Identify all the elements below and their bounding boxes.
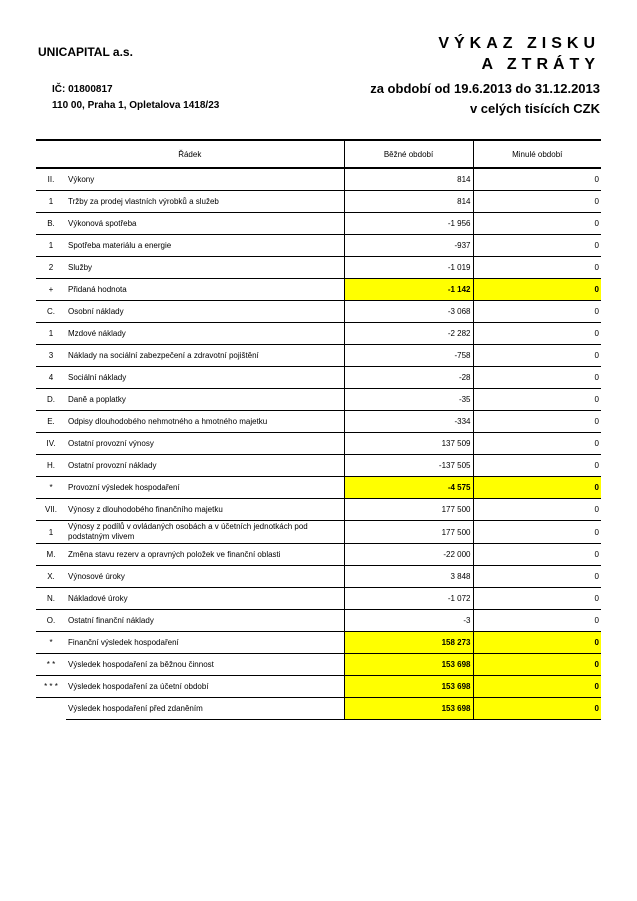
report-title-line2: A ZTRÁTY (481, 56, 600, 73)
row-current-value: 153 698 (344, 698, 473, 720)
row-current-value: -334 (344, 411, 473, 433)
company-ic: IČ: 01800817 (52, 84, 113, 95)
row-label: Ostatní provozní výnosy (66, 433, 344, 455)
row-label: Výkonová spotřeba (66, 213, 344, 235)
row-mark: E. (36, 411, 66, 433)
row-current-value: 137 509 (344, 433, 473, 455)
row-label: Sociální náklady (66, 367, 344, 389)
table-row (36, 345, 601, 367)
row-previous-value: 0 (473, 499, 601, 521)
row-previous-value: 0 (473, 257, 601, 279)
table-row (36, 235, 601, 257)
row-previous-value: 0 (473, 676, 601, 698)
row-previous-value: 0 (473, 654, 601, 676)
row-mark: 1 (36, 191, 66, 213)
table-row (36, 367, 601, 389)
row-previous-value: 0 (473, 698, 601, 720)
report-period: za období od 19.6.2013 do 31.12.2013 (370, 81, 600, 96)
row-previous-value: 0 (473, 279, 601, 301)
report-title-line1: VÝKAZ ZISKU (438, 35, 600, 52)
row-mark: IV. (36, 433, 66, 455)
row-current-value: 153 698 (344, 654, 473, 676)
table-row (36, 654, 601, 676)
row-label: Změna stavu rezerv a opravných položek ve finanční oblasti (66, 544, 344, 566)
row-mark: N. (36, 588, 66, 610)
row-previous-value: 0 (473, 632, 601, 654)
table-row (36, 632, 601, 654)
table-row (36, 213, 601, 235)
row-current-value: -937 (344, 235, 473, 257)
table-row (36, 279, 601, 301)
row-mark: * * * (36, 676, 66, 698)
row-mark: VII. (36, 499, 66, 521)
row-previous-value: 0 (473, 544, 601, 566)
row-label: Ostatní provozní náklady (66, 455, 344, 477)
row-mark: X. (36, 566, 66, 588)
table-row (36, 588, 601, 610)
row-label: Finanční výsledek hospodaření (66, 632, 344, 654)
row-previous-value: 0 (473, 610, 601, 632)
row-mark: * * (36, 654, 66, 676)
table-row (36, 433, 601, 455)
row-label: Výsledek hospodaření před zdaněním (66, 698, 344, 720)
row-current-value: -28 (344, 367, 473, 389)
row-mark: 2 (36, 257, 66, 279)
table-header-row (36, 140, 601, 168)
row-current-value: 158 273 (344, 632, 473, 654)
row-previous-value: 0 (473, 345, 601, 367)
company-address: 110 00, Praha 1, Opletalova 1418/23 (52, 100, 220, 111)
row-label: Tržby za prodej vlastních výrobků a služeb (66, 191, 344, 213)
row-mark (36, 698, 66, 720)
row-mark: + (36, 279, 66, 301)
profit-loss-table (36, 139, 601, 720)
row-current-value: -3 068 (344, 301, 473, 323)
header-previous-period: Minulé období (473, 140, 601, 168)
row-current-value: -3 (344, 610, 473, 632)
row-label: Spotřeba materiálu a energie (66, 235, 344, 257)
row-current-value: -758 (344, 345, 473, 367)
row-label: Služby (66, 257, 344, 279)
row-label: Nákladové úroky (66, 588, 344, 610)
row-current-value: 177 500 (344, 499, 473, 521)
company-name: UNICAPITAL a.s. (38, 45, 133, 59)
row-previous-value: 0 (473, 411, 601, 433)
row-previous-value: 0 (473, 588, 601, 610)
row-label: Osobní náklady (66, 301, 344, 323)
row-mark: * (36, 477, 66, 499)
row-current-value: -35 (344, 389, 473, 411)
row-previous-value: 0 (473, 235, 601, 257)
row-mark: H. (36, 455, 66, 477)
table-row (36, 499, 601, 521)
row-label: Mzdové náklady (66, 323, 344, 345)
row-mark: C. (36, 301, 66, 323)
row-mark: 1 (36, 323, 66, 345)
row-mark: M. (36, 544, 66, 566)
row-previous-value: 0 (473, 455, 601, 477)
row-current-value: 814 (344, 191, 473, 213)
row-current-value: 3 848 (344, 566, 473, 588)
table-row (36, 191, 601, 213)
row-previous-value: 0 (473, 323, 601, 345)
row-current-value: -1 142 (344, 279, 473, 301)
row-label: Výsledek hospodaření za účetní období (66, 676, 344, 698)
table-row (36, 521, 601, 544)
row-label: Výnosy z dlouhodobého finančního majetku (66, 499, 344, 521)
row-mark: O. (36, 610, 66, 632)
row-previous-value: 0 (473, 213, 601, 235)
row-previous-value: 0 (473, 168, 601, 191)
table-row (36, 477, 601, 499)
row-label: Výnosy z podílů v ovládaných osobách a v účetních jednotkách pod podstatným vlivem (66, 521, 344, 544)
row-label: Výnosové úroky (66, 566, 344, 588)
row-mark: B. (36, 213, 66, 235)
row-mark: 4 (36, 367, 66, 389)
table-body (36, 168, 601, 720)
table-row (36, 301, 601, 323)
report-currency: v celých tisících CZK (469, 101, 600, 116)
row-current-value: -2 282 (344, 323, 473, 345)
row-label: Výkony (66, 168, 344, 191)
table-row (36, 698, 601, 720)
table-row (36, 676, 601, 698)
row-previous-value: 0 (473, 566, 601, 588)
row-label: Výsledek hospodaření za běžnou činnost (66, 654, 344, 676)
table-row (36, 257, 601, 279)
row-previous-value: 0 (473, 301, 601, 323)
row-label: Náklady na sociální zabezpečení a zdravotní pojištění (66, 345, 344, 367)
row-current-value: -1 956 (344, 213, 473, 235)
header-row-label: Řádek (36, 140, 344, 168)
row-mark: 3 (36, 345, 66, 367)
row-current-value: -1 019 (344, 257, 473, 279)
row-previous-value: 0 (473, 389, 601, 411)
row-current-value: -4 575 (344, 477, 473, 499)
row-previous-value: 0 (473, 191, 601, 213)
table-row (36, 544, 601, 566)
row-mark: 1 (36, 235, 66, 257)
row-previous-value: 0 (473, 367, 601, 389)
row-mark: * (36, 632, 66, 654)
header-current-period: Běžné období (344, 140, 473, 168)
row-mark: D. (36, 389, 66, 411)
row-current-value: 153 698 (344, 676, 473, 698)
row-current-value: 177 500 (344, 521, 473, 544)
row-label: Přidaná hodnota (66, 279, 344, 301)
table-row (36, 610, 601, 632)
row-current-value: 814 (344, 168, 473, 191)
row-mark: 1 (36, 521, 66, 544)
table-row (36, 566, 601, 588)
row-current-value: -22 000 (344, 544, 473, 566)
row-label: Provozní výsledek hospodaření (66, 477, 344, 499)
table-row (36, 411, 601, 433)
table-row (36, 323, 601, 345)
table-row (36, 168, 601, 191)
row-previous-value: 0 (473, 433, 601, 455)
table-row (36, 455, 601, 477)
row-mark: II. (36, 168, 66, 191)
row-label: Daně a poplatky (66, 389, 344, 411)
row-current-value: -1 072 (344, 588, 473, 610)
row-current-value: -137 505 (344, 455, 473, 477)
row-label: Odpisy dlouhodobého nehmotného a hmotného majetku (66, 411, 344, 433)
row-previous-value: 0 (473, 521, 601, 544)
row-label: Ostatní finanční náklady (66, 610, 344, 632)
table-row (36, 389, 601, 411)
row-previous-value: 0 (473, 477, 601, 499)
